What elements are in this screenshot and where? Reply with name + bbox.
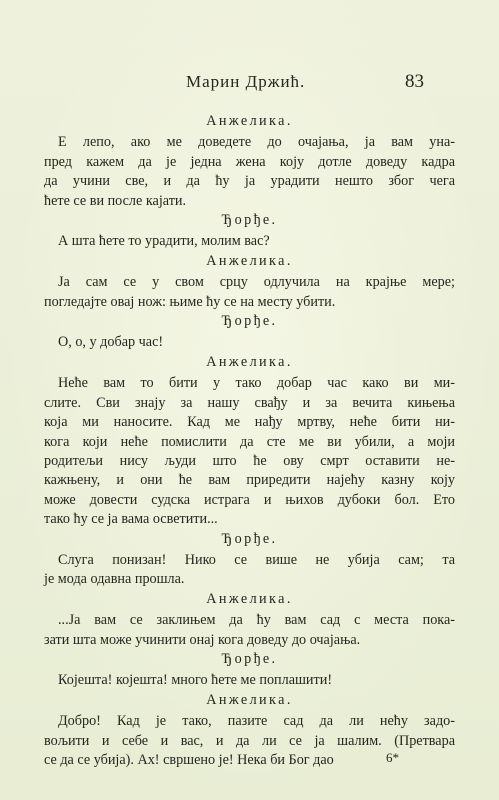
- dialogue-block: [44, 112, 455, 211]
- signature-mark: 6*: [386, 750, 399, 765]
- text-line: пред кажем да је једна жена коју дотле доведу кадра: [44, 153, 455, 170]
- text-line: Е лепо, ако ме доведете до очајања, ја вам уна-: [58, 134, 455, 151]
- page-number: 83: [405, 71, 424, 92]
- text-line: која ми наносите. Кад ме нађу мртву, неће бити ни-: [44, 414, 455, 431]
- text-line: зати шта може учинити онај кога доведу до очајања.: [44, 631, 361, 648]
- text-line: кога који неће помислити да сте ме ви убили, а моји: [44, 433, 455, 450]
- dialogue-block: [44, 353, 455, 530]
- dialogue-block: [44, 650, 455, 691]
- speaker-name: Анжелика.: [206, 691, 293, 708]
- speaker-name: Ђорђе.: [221, 313, 278, 330]
- text-line: А шта ћете то урадити, молим вас?: [58, 233, 270, 250]
- text-line: је мода одавна прошла.: [44, 571, 185, 588]
- text-line: Неће вам то бити у тако добар час како ви ми-: [58, 375, 455, 392]
- page-header: [0, 72, 499, 96]
- text-line: ћете се ви после кајати.: [44, 192, 187, 209]
- dialogue-text: [44, 112, 455, 770]
- dialogue-block: [44, 590, 455, 650]
- text-line: тако ћу се ја вама осветити...: [44, 511, 218, 528]
- speaker-name: Анжелика.: [206, 353, 293, 370]
- text-line: Ја сам се у свом срцу одлучила на крајње мере;: [58, 274, 455, 291]
- dialogue-block: [44, 252, 455, 312]
- dialogue-block: [44, 211, 455, 252]
- speaker-name: Анжелика.: [206, 113, 293, 129]
- dialogue-block: [44, 530, 455, 590]
- text-line: може довести судска истрага и њихов дубоки бол. Ето: [44, 491, 455, 508]
- text-line: вољити и себе и вас, и да ли се ја шалим. (Претвара: [44, 732, 455, 749]
- text-line: да учини све, и да ћу ја урадити нешто због чега: [44, 173, 455, 190]
- running-title: Марин Држић.: [186, 72, 306, 91]
- text-line: Слуга понизан! Нико се више не убија сам; та: [58, 551, 455, 568]
- text-line: се да се убија). Ах! свршено је! Нека би Бог дао: [44, 752, 334, 768]
- speaker-name: Ђорђе.: [221, 650, 278, 667]
- text-line: кажњену, и они ће вам приредити најећу казну коју: [44, 472, 455, 489]
- text-line: Којешта! којешта! много ћете ме поплашити!: [58, 672, 333, 689]
- speaker-name: Ђорђе.: [221, 212, 278, 229]
- text-line: О, о, у добар час!: [58, 334, 164, 351]
- text-line: ...Ја вам се заклињем да ћу вам сад с места пока-: [58, 612, 455, 629]
- speaker-name: Анжелика.: [206, 252, 293, 269]
- speaker-name: Ђорђе.: [221, 530, 278, 547]
- dialogue-block: [44, 312, 455, 353]
- text-line: слите. Сви знају за нашу свађу и за вечита кињења: [44, 394, 455, 411]
- text-line: Добро! Кад је тако, пазите сад да ли нећу задо-: [58, 713, 455, 730]
- text-line: родитељи нису људи што ће ову смрт оставити не-: [44, 452, 455, 469]
- speaker-name: Анжелика.: [206, 590, 293, 607]
- text-line: погледајте овај нож: њиме ћу се на месту убити.: [44, 293, 336, 310]
